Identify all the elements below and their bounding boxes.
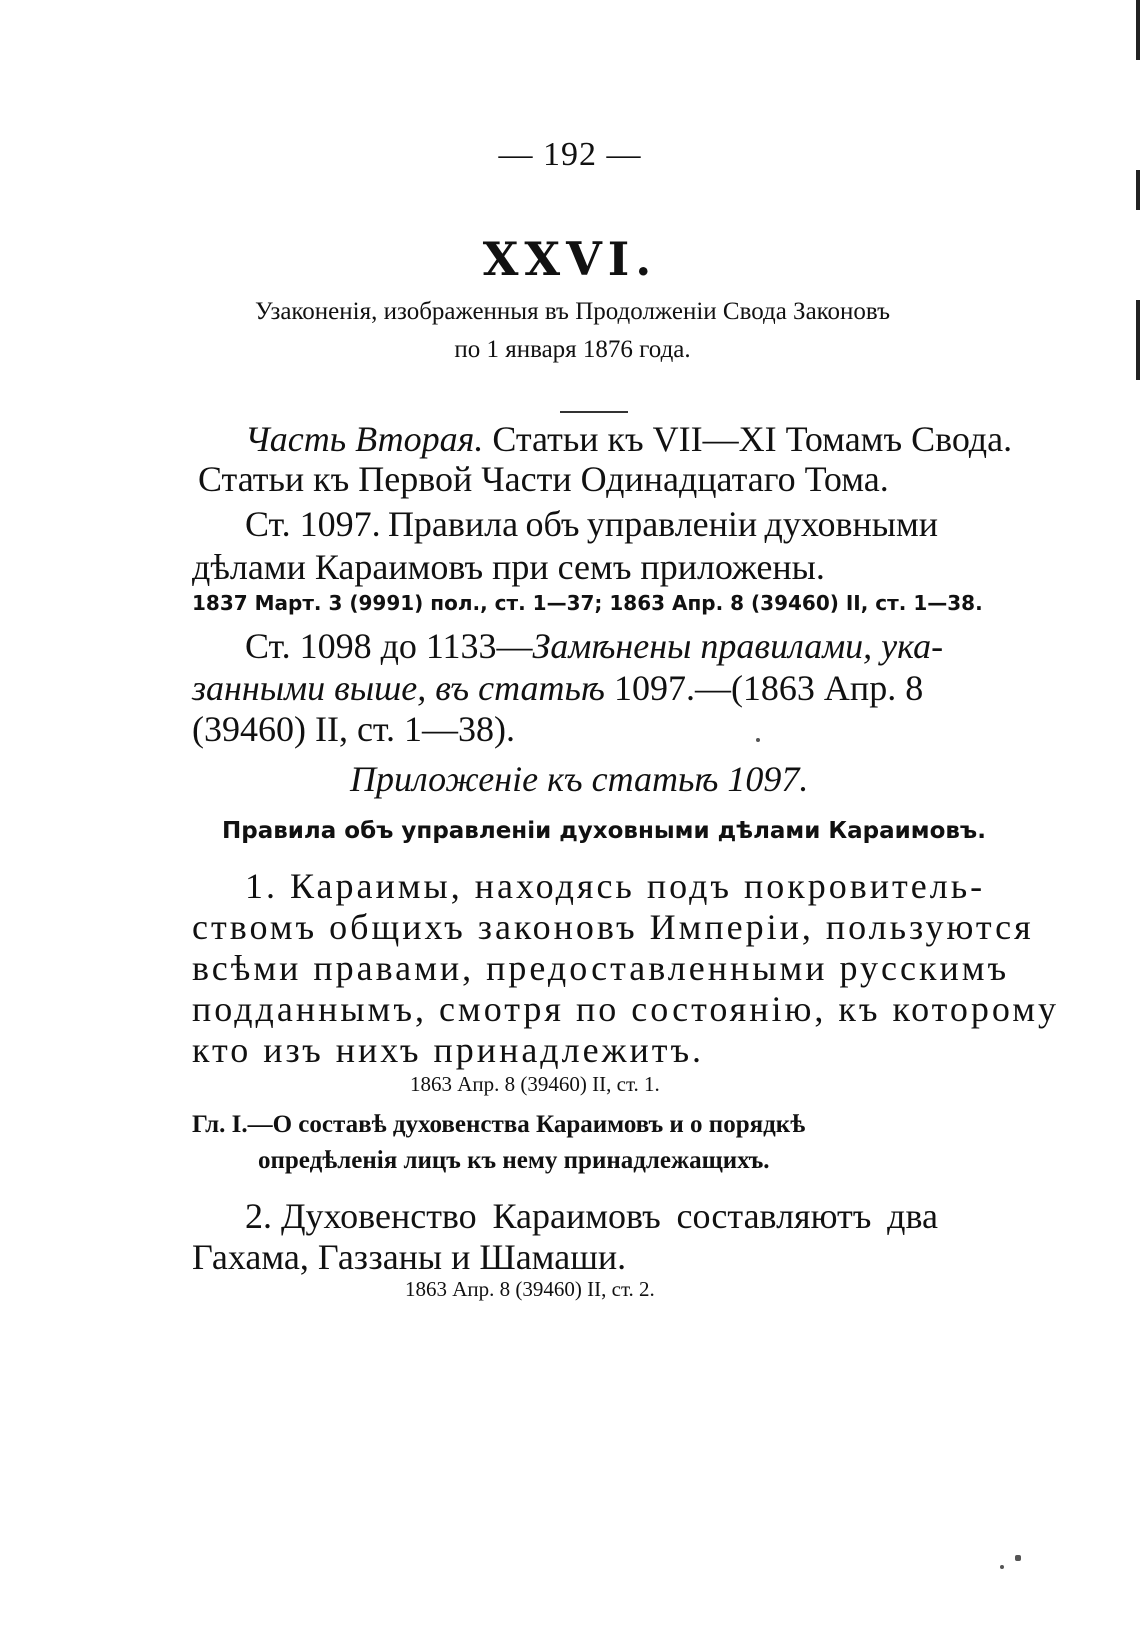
art-1097-line-2: дѣлами Караимовъ при семъ приложены. (192, 547, 825, 587)
item-2-line-2: Гахама, Газзаны и Шамаши. (192, 1237, 627, 1277)
scan-speck (1015, 1555, 1021, 1561)
part-heading-line-2: Статьи къ Первой Части Одинадцатаго Тома. (198, 459, 889, 499)
part-heading-rest: Статьи къ VII—XI Томамъ Свода. (483, 419, 1013, 459)
rules-title: Правила объ управленіи духовными дѣлами Караимовъ. (222, 818, 986, 844)
scan-speck (756, 738, 760, 742)
chapter-1-heading-line-1: Гл. I.—О составѣ духовенства Караимовъ и о порядкѣ (192, 1111, 806, 1138)
item-1-line-2: ствомъ общихъ законовъ Имперіи, пользуются (192, 907, 1034, 947)
word: 2. Духовенство (245, 1196, 477, 1236)
word: Правила (387, 504, 519, 544)
art-1098-line-3: (39460) II, ст. 1—38). (192, 709, 515, 749)
separator-rule (560, 411, 628, 413)
word: духовными (764, 504, 938, 544)
art-1098-plain: Ст. 1098 до 1133— (245, 626, 533, 666)
subtitle-line-2: по 1 января 1876 года. (454, 336, 691, 363)
page-number: — 192 — (498, 136, 642, 173)
appendix-title (350, 758, 808, 800)
art-1098-line-2 (192, 667, 923, 709)
art-1097-line-1 (245, 503, 938, 545)
word: составляютъ (676, 1196, 872, 1236)
word: Ст. 1097. (245, 504, 381, 544)
item-1-line-1: 1. Караимы, находясь подъ покровитель- (245, 866, 986, 906)
word: два (887, 1196, 938, 1236)
item-2-reference: 1863 Апр. 8 (39460) II, ст. 2. (405, 1277, 655, 1301)
item-1-line-3: всѣми правами, предоставленными русскимъ (192, 948, 1010, 988)
item-1-reference: 1863 Апр. 8 (39460) II, ст. 1. (410, 1072, 660, 1096)
chapter-1-heading-line-2: опредѣленія лицъ къ нему принадлежащихъ. (258, 1147, 770, 1174)
chapter-number: XXVI. (482, 232, 658, 286)
part-heading (245, 418, 1012, 460)
subtitle-line-1: Узаконенія, изображенныя въ Продолженіи Свода Законовъ (254, 298, 891, 325)
art-1097-reference: 1837 Март. 3 (9991) пол., ст. 1—37; 1863 Апр. 8 (39460) II, ст. 1—38. (192, 591, 983, 615)
item-1-line-5: кто изъ нихъ принадлежитъ. (192, 1030, 705, 1070)
art-1098-italic-2: занными выше, въ статьѣ (192, 668, 605, 708)
item-2-line-1 (245, 1195, 938, 1237)
word: Караимовъ (492, 1196, 661, 1236)
art-1098-plain-2: 1097.—(1863 Апр. 8 (604, 668, 924, 708)
appendix-title-text: Приложеніе къ статьѣ 1097. (350, 759, 809, 799)
art-1098-italic: Замѣнены правилами, ука- (532, 626, 944, 666)
part-heading-italic: Часть Вторая. (245, 419, 484, 459)
scan-edge-gap (1136, 380, 1140, 1650)
item-1-line-4: подданнымъ, смотря по состоянію, къ которому (192, 989, 1060, 1029)
word: объ (525, 504, 580, 544)
art-1098-line-1 (245, 625, 943, 667)
word: управленіи (586, 504, 758, 544)
scan-speck (1000, 1565, 1004, 1569)
